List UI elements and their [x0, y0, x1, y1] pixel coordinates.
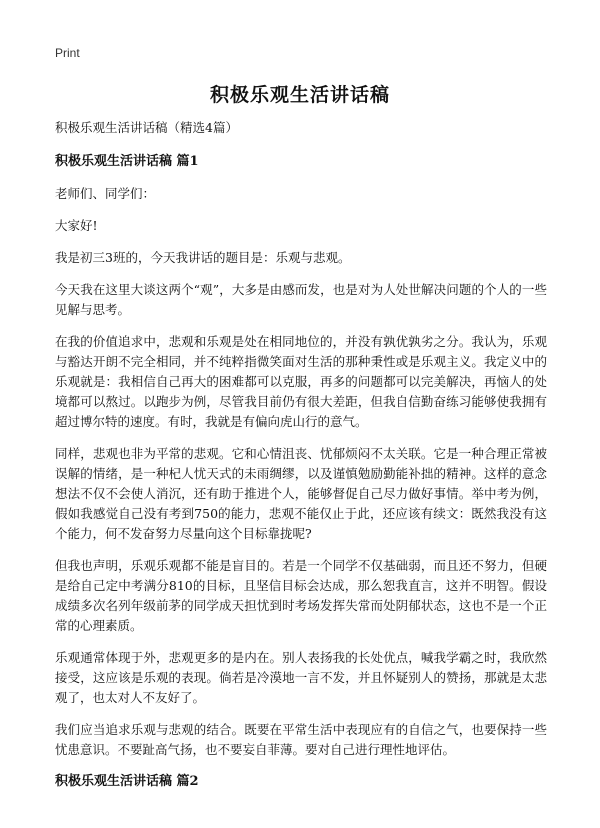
page-title: 积极乐观生活讲话稿 — [209, 84, 390, 106]
paragraph: 在我的价值追求中，悲观和乐观是处在相同地位的，并没有孰优孰劣之分。我认为，乐观与豁达开朗不完全相同，并不纯粹指微笑面对生活的那种秉性或是乐观主义。我定义中的乐观就是：我相信自己再大的困难都可以克服，再多的问题都可以完美解决，再恼人的处境都可以熬过。以跑步为例，尽管我目前仍有很大差距，但我自信勤奋练习能够使我拥有超过博尔特的速度。有时，我就是有偏向虎山行的意气。 — [55, 334, 547, 429]
paragraph: 我是初三3班的，今天我讲话的题目是：乐观与悲观。 — [55, 250, 351, 265]
paragraph: 我们应当追求乐观与悲观的结合。既要在平常生活中表现应有的自信之气，也要保持一些忧患意识。不要趾高气扬，也不要妄自菲薄。要对自己进行理性地评估。 — [55, 722, 547, 757]
paragraph: 老师们、同学们： — [55, 186, 156, 201]
paragraph: 同样，悲观也非为平常的悲观。它和心情沮丧、忧郁烦闷不太关联。它是一种合理正常被误解的情绪，是一种杞人忧天式的未雨绸缪，以及谨慎勉励勤能补拙的精神。这样的意念想法不仅不会使人消沉，还有助于推进个人，能够督促自己尽力做好事情。举中考为例，假如我感觉自己没有考到750的能力，悲观不能仅止于此，还应该有续文：既然我没有这个能力，何不发奋努力尽量向这个目标靠拢呢? — [55, 446, 547, 541]
paragraph: 乐观通常体现于外，悲观更多的是内在。别人表扬我的长处优点，喊我学霸之时，我欣然接受，这应该是乐观的表现。倘若是冷漠地一言不发，并且怀疑别人的赞扬，那就是太悲观了，也太对人不友好了。 — [55, 650, 547, 705]
section-heading-2: 积极乐观生活讲话稿 篇2 — [55, 774, 199, 789]
paragraph: 但我也声明，乐观乐观都不能是盲目的。若是一个同学不仅基础弱，而且还不努力，但硬是给自己定中考满分810的目标，且坚信目标会达成，那么恕我直言，这并不明智。假设成绩多次名列年级前茅的同学成天担忧到时考场发挥失常而处阴郁状态，这也不是一个正常的心理素质。 — [55, 558, 547, 633]
section-heading-1: 积极乐观生活讲话稿 篇1 — [55, 154, 199, 169]
print-link[interactable]: Print — [55, 46, 80, 60]
document-body — [55, 118, 547, 804]
document-subtitle: 积极乐观生活讲话稿（精选4篇） — [55, 120, 238, 135]
paragraph: 大家好! — [55, 218, 98, 233]
paragraph: 今天我在这里大谈这两个“观”，大多是由感而发，也是对为人处世解决问题的个人的一些见解与思考。 — [55, 282, 547, 317]
